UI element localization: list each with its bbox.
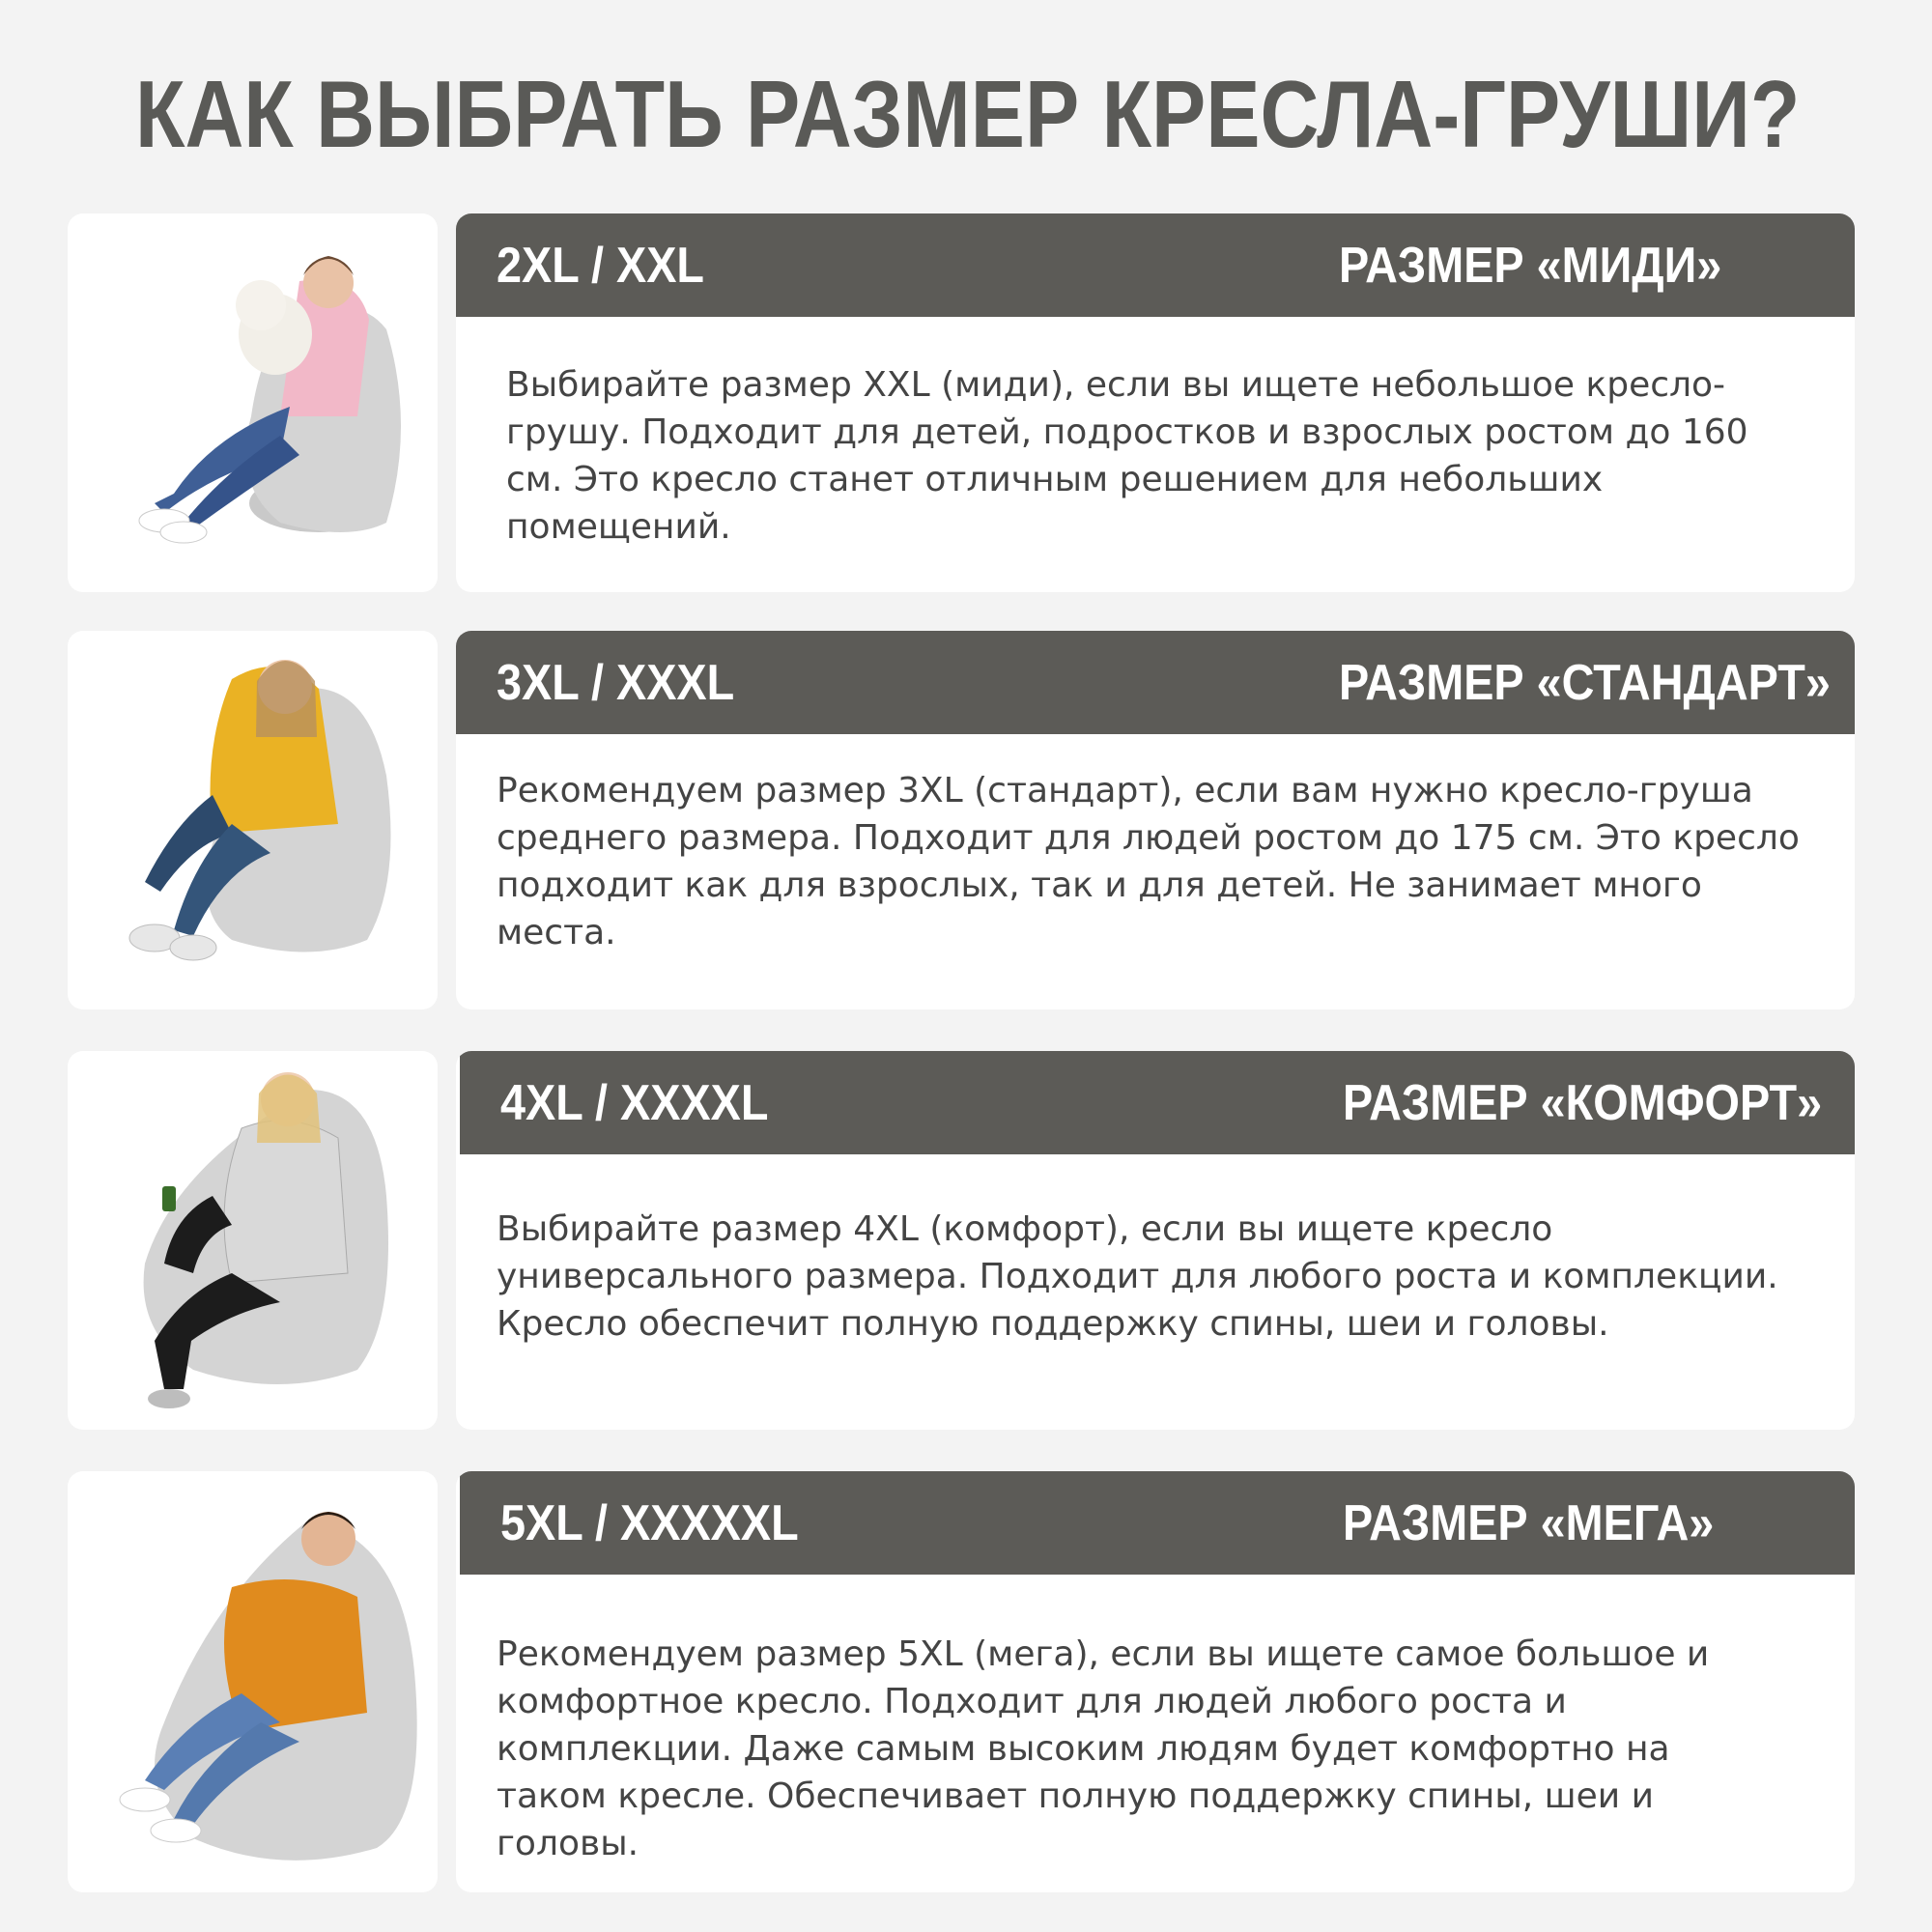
size-code: 4XL / XXXXL [500,1075,769,1131]
size-info-card [456,631,1855,1009]
woman-in-yellow-hoodie-on-bean-bag-photo [68,631,438,1009]
size-description: Рекомендуем размер 3XL (стандарт), если вам нужно кресло-груша среднего размера. Подходит для людей ростом до 175 см. Это кресло подходит как для взрослых, так и для детей. Не занимает много места. [497,771,1800,952]
size-code: 2XL / XXL [497,238,705,294]
size-description: Выбирайте размер XXL (миди), если вы ищете небольшое кресло-грушу. Подходит для детей, подростков и взрослых ростом до 160 см. Это кресло станет отличным решением для небольших помещений. [506,365,1748,547]
man-in-orange-sweater-on-bean-bag-photo [68,1471,438,1892]
page-title: КАК ВЫБРАТЬ РАЗМЕР КРЕСЛА-ГРУШИ? [135,61,1801,167]
size-name: РАЗМЕР «МЕГА» [1343,1495,1715,1551]
size-code: 3XL / XXXL [497,655,735,711]
size-header-bar [456,213,1855,317]
size-info-card [456,213,1855,592]
size-info-card [456,1471,1855,1892]
size-name: РАЗМЕР «СТАНДАРТ» [1339,655,1831,711]
size-description: Выбирайте размер 4XL (комфорт), если вы ищете кресло универсального размера. Подходит для любого роста и комплекции. Кресло обеспечит полную поддержку спины, шеи и головы. [497,1209,1778,1344]
size-header-bar [456,631,1855,734]
photo-card [68,213,438,592]
photo-card [68,631,438,1009]
size-header-bar [460,1471,1855,1575]
size-description: Рекомендуем размер 5XL (мега), если вы ищете самое большое и комфортное кресло. Подходит для людей любого роста и комплекции. Даже самым высоким людям будет комфортно на таком кресле. Обеспечивает полную поддержку спины, шеи и головы. [497,1634,1710,1863]
photo-card [68,1051,438,1430]
size-name: РАЗМЕР «МИДИ» [1339,238,1722,294]
size-info-card [456,1051,1855,1430]
size-header-bar [460,1051,1855,1154]
woman-with-phone-on-bean-bag-photo [68,1051,438,1430]
girl-with-teddy-bear-on-bean-bag-photo [68,213,438,592]
size-name: РАЗМЕР «КОМФОРТ» [1343,1075,1823,1131]
photo-card [68,1471,438,1892]
size-code: 5XL / XXXXXL [500,1495,799,1551]
